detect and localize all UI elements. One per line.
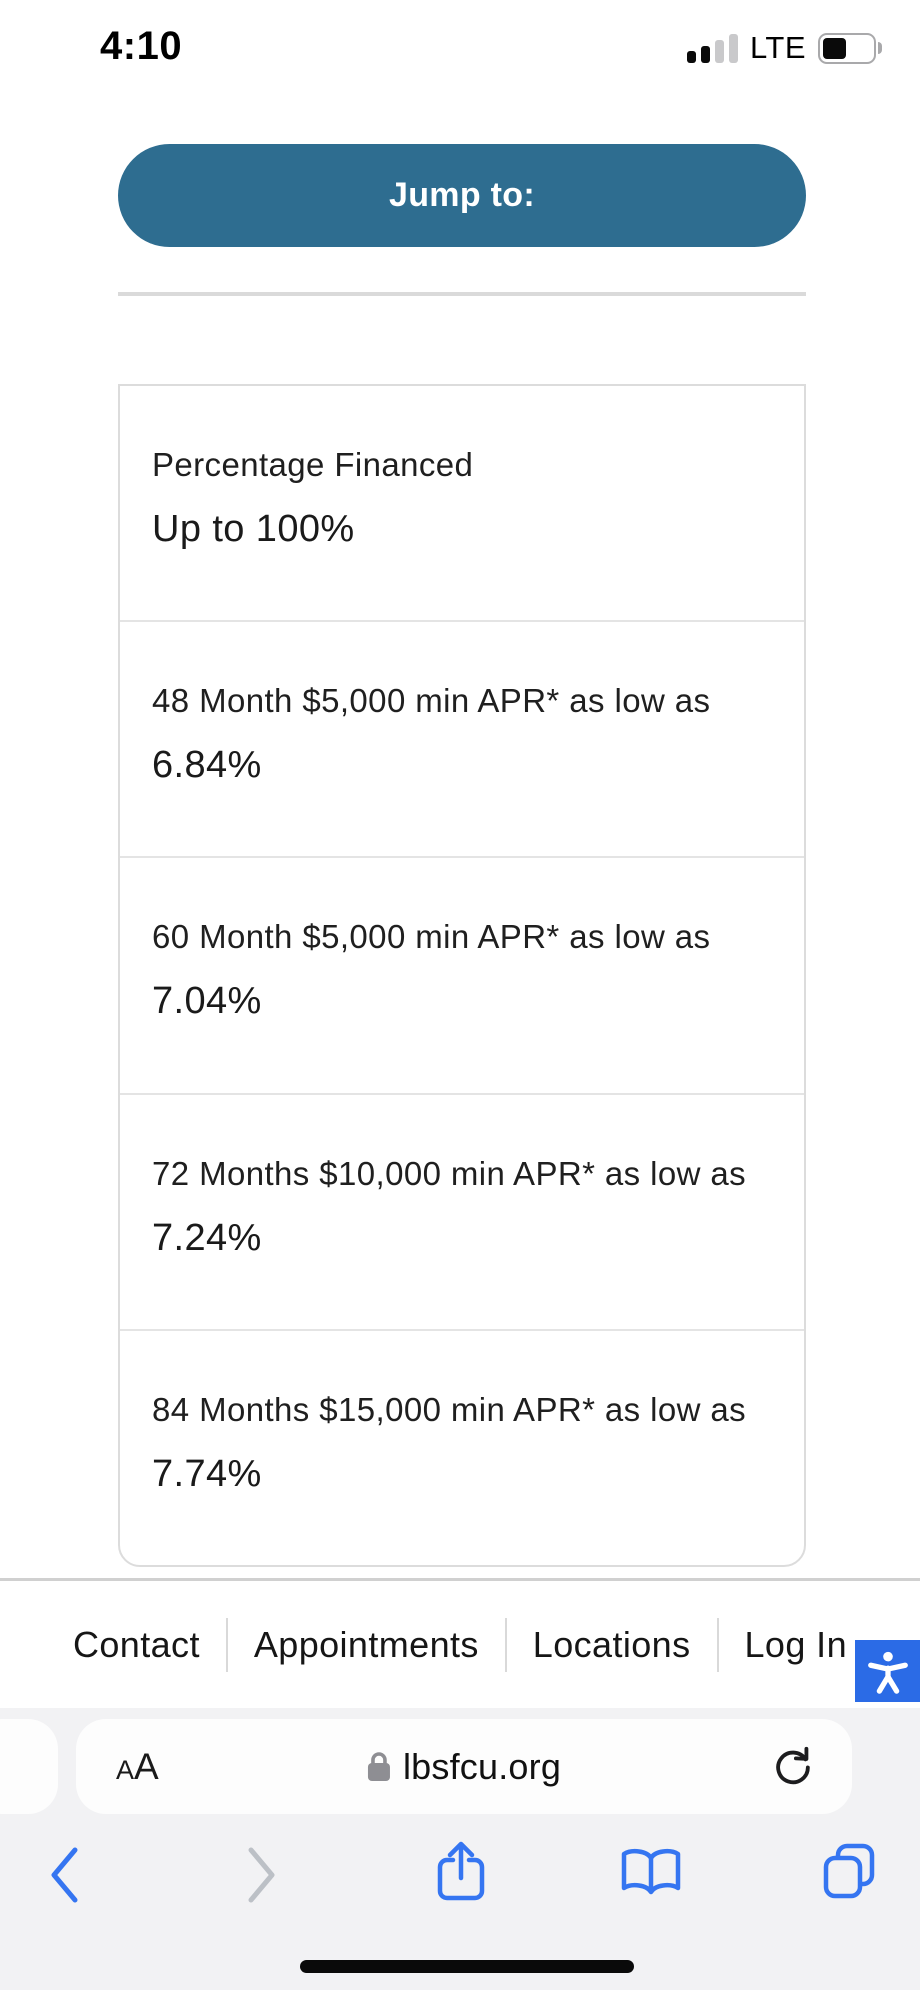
table-row [120, 856, 804, 1092]
accessibility-button[interactable] [855, 1640, 920, 1702]
network-type-label: LTE [749, 30, 806, 65]
rate-label: Percentage Financed [152, 446, 474, 483]
rate-value: 7.24% [152, 1216, 262, 1259]
nav-link-contact[interactable]: Contact [72, 1623, 200, 1665]
rate-label: 84 Months $15,000 min APR* as low as [152, 1390, 747, 1428]
previous-tab-edge[interactable] [0, 1719, 58, 1814]
home-indicator[interactable] [300, 1960, 634, 1973]
accessibility-person-icon [865, 1648, 911, 1694]
rate-label: 72 Months $10,000 min APR* as low as [152, 1154, 747, 1192]
status-time: 4:10 [100, 24, 183, 68]
section-divider [118, 292, 806, 296]
rate-value: 7.04% [152, 980, 262, 1023]
status-indicators [687, 30, 882, 66]
battery-icon [818, 33, 882, 64]
forward-button-icon[interactable] [246, 1846, 278, 1904]
refresh-icon[interactable] [770, 1744, 816, 1790]
share-icon[interactable] [436, 1840, 486, 1902]
table-row [120, 386, 804, 620]
nav-link-locations[interactable]: Locations [532, 1623, 691, 1665]
table-row [120, 620, 804, 856]
nav-link-appointments[interactable]: Appointments [253, 1623, 479, 1665]
url-text: lbsfcu.org [402, 1745, 562, 1787]
loan-rates-table [118, 384, 806, 1567]
address-bar[interactable] [76, 1719, 852, 1814]
safari-bottom-chrome [0, 1708, 920, 1990]
bookmarks-icon[interactable] [620, 1848, 682, 1898]
table-row [120, 1093, 804, 1329]
table-row [120, 1329, 804, 1565]
reader-text-size-button[interactable]: AA [116, 1745, 159, 1787]
rate-value: 6.84% [152, 744, 262, 787]
rate-label: 60 Month $5,000 min APR* as low as [152, 918, 711, 956]
rate-value: Up to 100% [152, 508, 355, 550]
cellular-signal-icon [687, 33, 738, 63]
tabs-icon[interactable] [822, 1842, 876, 1900]
footer-nav [0, 1581, 920, 1708]
rate-label: 48 Month $5,000 min APR* as low as [152, 682, 711, 720]
back-button-icon[interactable] [48, 1846, 80, 1904]
rate-value: 7.74% [152, 1452, 262, 1495]
lock-icon [367, 1751, 391, 1782]
jump-to-button[interactable]: Jump to: [118, 144, 806, 247]
nav-link-login[interactable]: Log In [744, 1623, 848, 1665]
